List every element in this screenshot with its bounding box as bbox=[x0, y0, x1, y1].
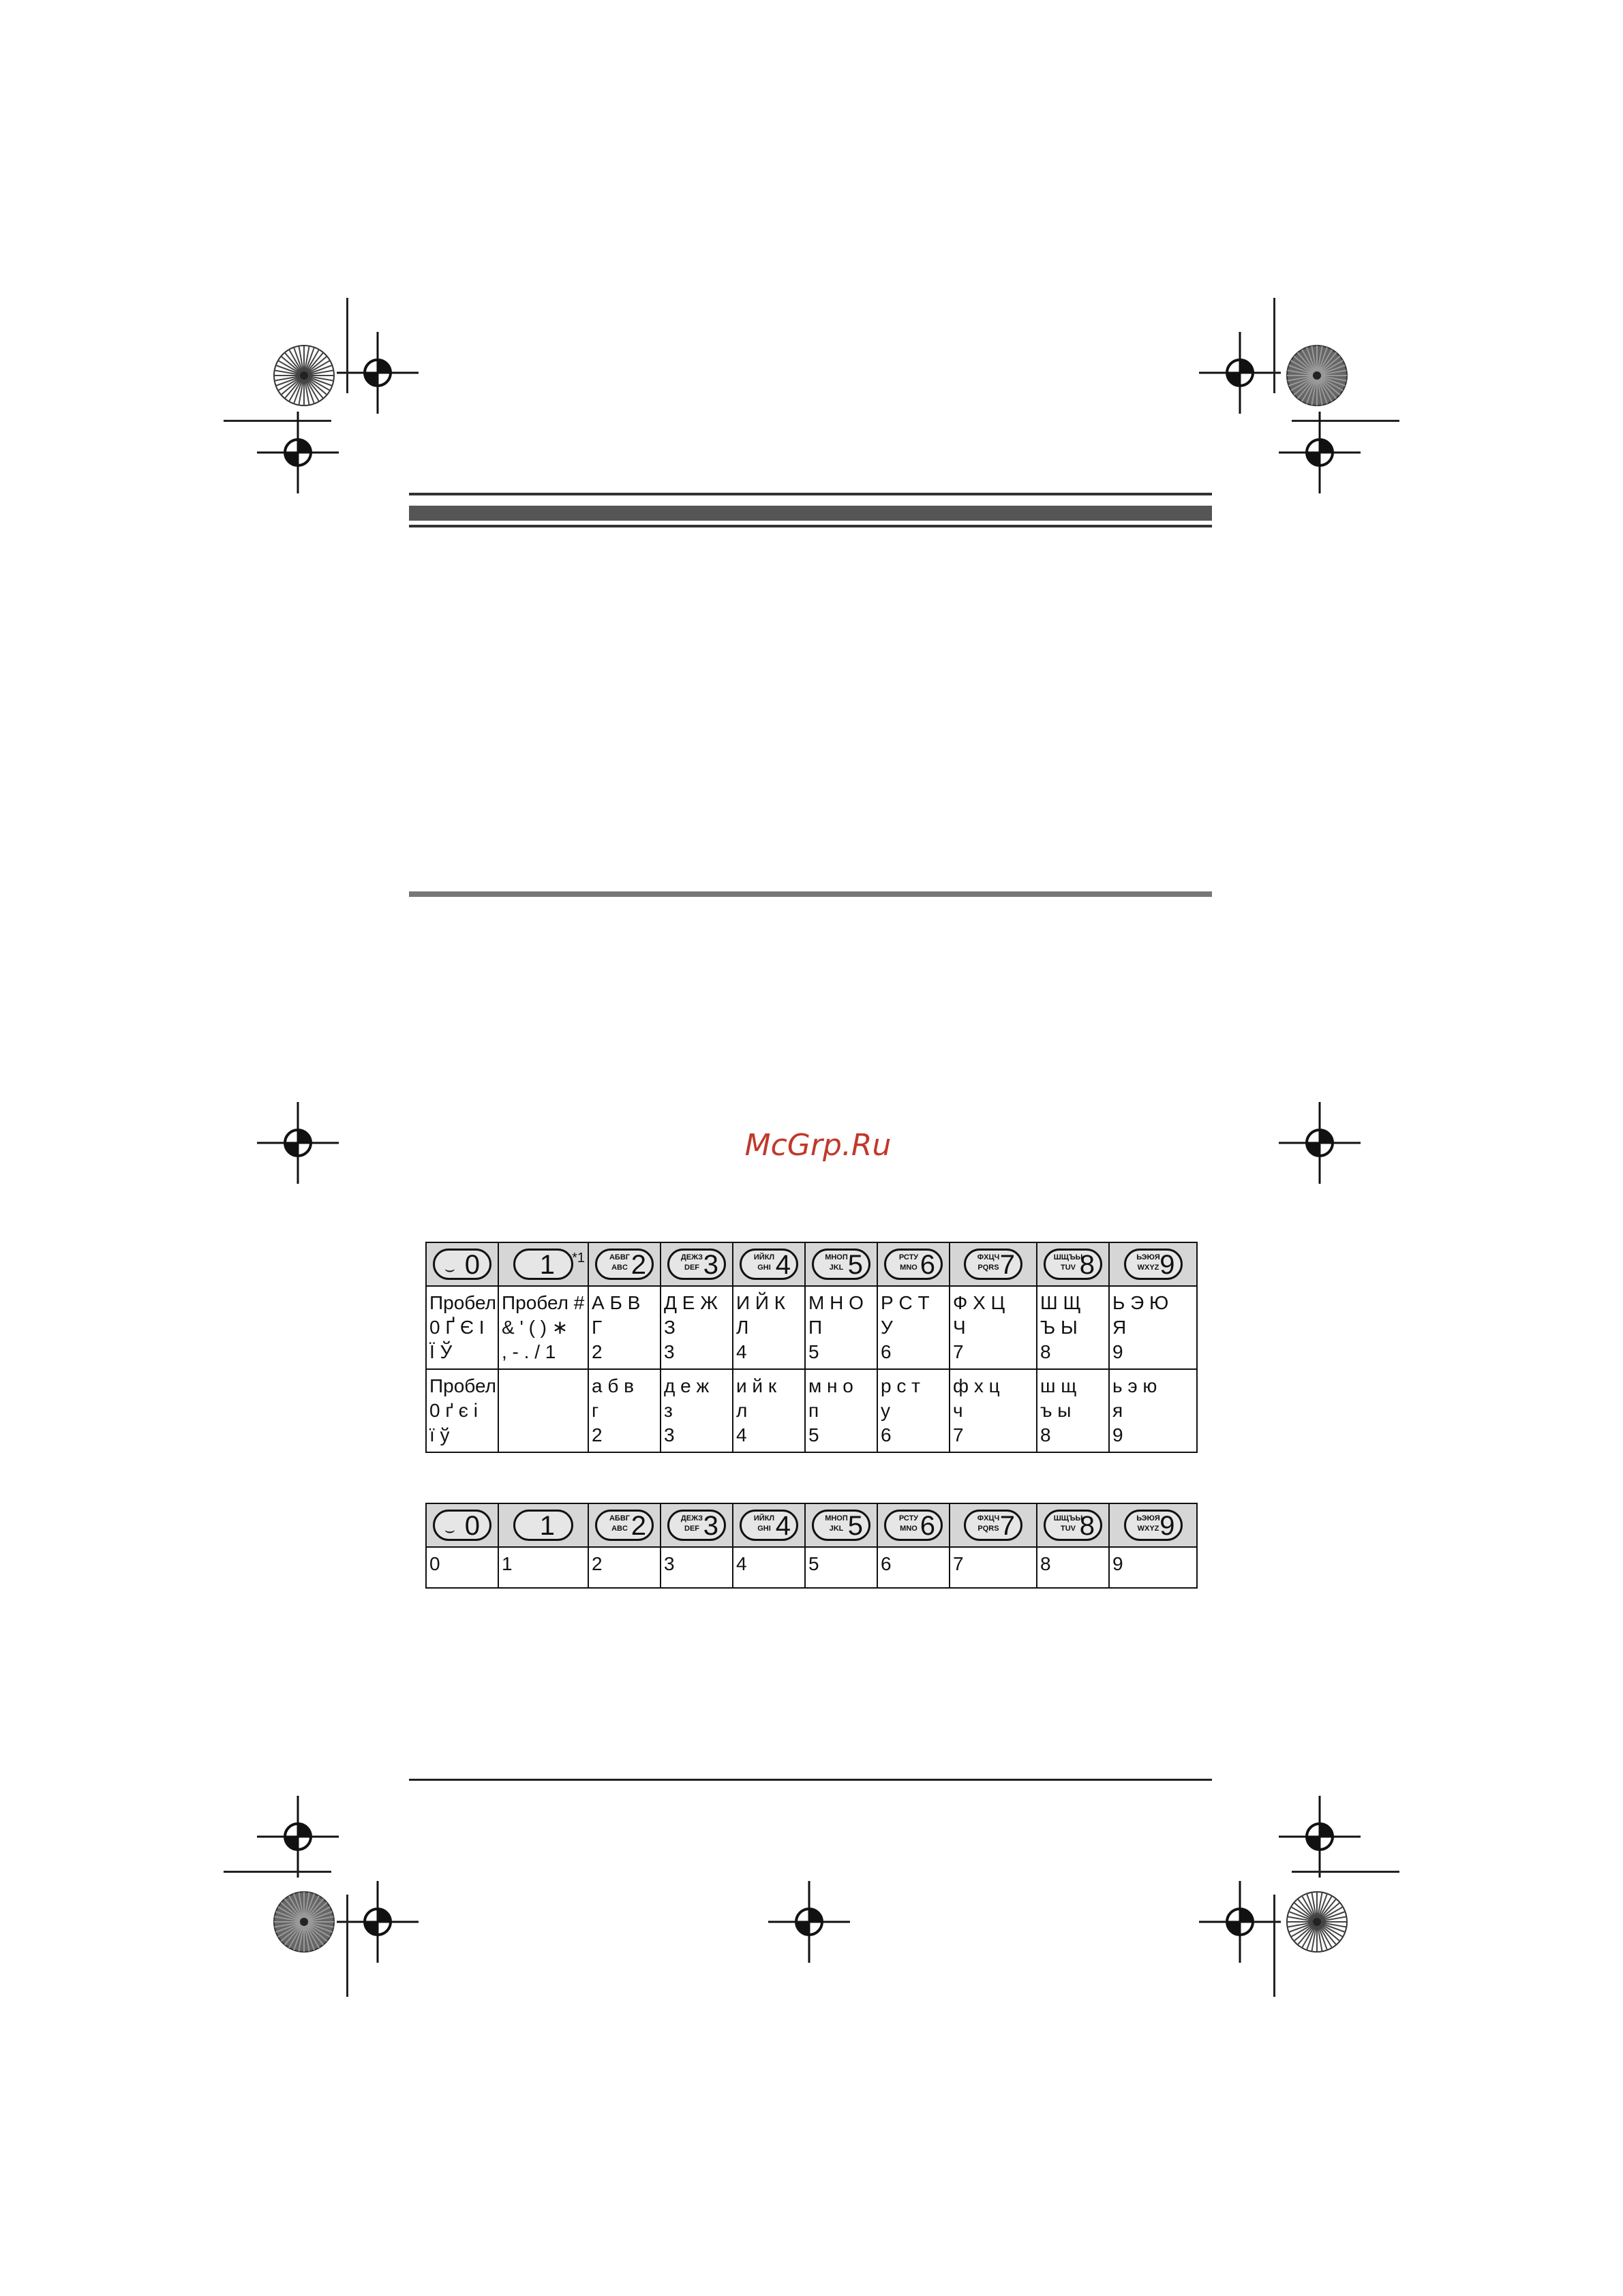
crop-line bbox=[1273, 298, 1275, 393]
char-cell bbox=[426, 1286, 498, 1369]
char-line: Ь Э Ю bbox=[1112, 1292, 1169, 1313]
key-digit: 9 bbox=[1159, 1511, 1175, 1541]
key-letter-label: GHI bbox=[757, 1264, 771, 1272]
key-7-icon bbox=[964, 1510, 1022, 1541]
char-cell bbox=[498, 1286, 588, 1369]
registration-target-icon bbox=[257, 1796, 339, 1878]
key-2-icon bbox=[595, 1510, 654, 1541]
char-cell bbox=[950, 1286, 1037, 1369]
key-1-icon bbox=[513, 1249, 573, 1280]
registration-target-icon bbox=[337, 1881, 419, 1963]
key-letter-label: PQRS bbox=[977, 1525, 999, 1533]
char-line: А Б В bbox=[592, 1292, 641, 1313]
digit-value: 3 bbox=[664, 1553, 675, 1574]
key-9-icon bbox=[1124, 1249, 1183, 1280]
key-6-icon bbox=[884, 1510, 943, 1541]
char-line: 7 bbox=[953, 1341, 964, 1362]
digit-value: 4 bbox=[736, 1553, 747, 1574]
crop-line bbox=[346, 1895, 348, 1997]
key-cell-9 bbox=[1109, 1503, 1197, 1547]
registration-target-icon bbox=[257, 1102, 339, 1184]
lowercase-row bbox=[426, 1369, 1197, 1452]
key-letter-label: TUV bbox=[1061, 1264, 1076, 1272]
key-digit: 4 bbox=[775, 1511, 791, 1541]
digit-value: 6 bbox=[881, 1553, 892, 1574]
key-letter-label: РСТУ bbox=[898, 1514, 919, 1522]
registration-target-icon bbox=[768, 1881, 850, 1963]
key-cell-8 bbox=[1037, 1503, 1109, 1547]
char-line: 2 bbox=[592, 1424, 603, 1445]
registration-target-icon bbox=[1279, 412, 1361, 493]
header-rule-bottom bbox=[409, 525, 1212, 527]
char-cell bbox=[588, 1369, 661, 1452]
char-line: Д Е Ж bbox=[664, 1292, 718, 1313]
key-letter-label: JKL bbox=[829, 1525, 844, 1533]
crop-line bbox=[1292, 1871, 1399, 1873]
key-cell-8 bbox=[1037, 1242, 1109, 1286]
digit-cell bbox=[426, 1547, 498, 1588]
digit-value: 8 bbox=[1040, 1553, 1051, 1574]
key-letter-label: РСТУ bbox=[898, 1253, 919, 1261]
key-letter-label: DEF bbox=[684, 1525, 699, 1533]
key-letter-label: МНОП bbox=[825, 1514, 848, 1522]
key-letter-label: TUV bbox=[1061, 1525, 1076, 1533]
footnote-mark: *1 bbox=[572, 1251, 585, 1266]
digit-cell bbox=[877, 1547, 950, 1588]
char-line: 8 bbox=[1040, 1341, 1051, 1362]
key-cell-0 bbox=[426, 1503, 498, 1547]
char-line: Я bbox=[1112, 1317, 1127, 1338]
key-header-row bbox=[426, 1242, 1197, 1286]
key-letter-label: ИЙКЛ bbox=[753, 1514, 775, 1522]
key-digit: 9 bbox=[1159, 1250, 1175, 1280]
color-wheel-icon bbox=[273, 1891, 335, 1953]
digit-value: 0 bbox=[429, 1553, 440, 1574]
char-cell bbox=[877, 1369, 950, 1452]
key-3-icon bbox=[667, 1510, 726, 1541]
char-line: З bbox=[664, 1317, 676, 1338]
key-1-icon bbox=[513, 1510, 573, 1541]
key-8-icon bbox=[1044, 1249, 1102, 1280]
key-letter-label: ИЙКЛ bbox=[753, 1253, 775, 1261]
key-5-icon bbox=[812, 1510, 870, 1541]
watermark: McGrp.Ru bbox=[744, 1128, 892, 1163]
key-letter-label: ДЕЖЗ bbox=[680, 1253, 703, 1261]
header-bar bbox=[409, 506, 1212, 521]
key-letter-label: JKL bbox=[829, 1264, 844, 1272]
char-line: У bbox=[881, 1317, 893, 1338]
key-header-row bbox=[426, 1503, 1197, 1547]
digit-cell bbox=[805, 1547, 877, 1588]
char-cell bbox=[805, 1369, 877, 1452]
crop-line bbox=[346, 298, 348, 393]
char-line: 0 ґ є і bbox=[429, 1400, 478, 1421]
char-line: л bbox=[736, 1400, 748, 1421]
char-cell bbox=[661, 1286, 733, 1369]
char-cell bbox=[661, 1369, 733, 1452]
key-cell-2 bbox=[588, 1242, 661, 1286]
key-digit: 1 bbox=[539, 1511, 555, 1541]
char-line: Г bbox=[592, 1317, 603, 1338]
key-cell-3 bbox=[661, 1242, 733, 1286]
char-cell bbox=[426, 1369, 498, 1452]
key-letter-label: ФХЦЧ bbox=[977, 1514, 1000, 1522]
color-wheel-icon bbox=[1286, 344, 1348, 407]
digit-cell bbox=[733, 1547, 805, 1588]
digit-value: 5 bbox=[808, 1553, 819, 1574]
char-line: Ш Щ bbox=[1040, 1292, 1081, 1313]
char-cell bbox=[805, 1286, 877, 1369]
key-9-icon bbox=[1124, 1510, 1183, 1541]
key-digit: 6 bbox=[920, 1511, 935, 1541]
key-digit: 5 bbox=[847, 1250, 863, 1280]
char-cell bbox=[733, 1286, 805, 1369]
header-rule-top bbox=[409, 493, 1212, 495]
key-digit: 4 bbox=[775, 1250, 791, 1280]
crop-line bbox=[1273, 1895, 1275, 1997]
digit-cell bbox=[950, 1547, 1037, 1588]
char-line: м н о bbox=[808, 1375, 853, 1396]
char-cell bbox=[1037, 1286, 1109, 1369]
key-letter-label: ШЩЪЫ bbox=[1053, 1253, 1083, 1261]
key-digit: 2 bbox=[631, 1250, 646, 1280]
char-line: ъ ы bbox=[1040, 1400, 1072, 1421]
char-line: 9 bbox=[1112, 1424, 1123, 1445]
char-line: а б в bbox=[592, 1375, 635, 1396]
key-digit: 8 bbox=[1079, 1250, 1095, 1280]
char-line: Пробел bbox=[429, 1292, 496, 1313]
digit-value: 9 bbox=[1112, 1553, 1123, 1574]
digit-value: 7 bbox=[953, 1553, 964, 1574]
char-line: я bbox=[1112, 1400, 1123, 1421]
char-line: и й к bbox=[736, 1375, 777, 1396]
color-wheel-icon bbox=[1286, 1891, 1348, 1953]
char-line: ї ў bbox=[429, 1424, 450, 1445]
key-cell-0 bbox=[426, 1242, 498, 1286]
char-line: 5 bbox=[808, 1341, 819, 1362]
key-0-icon bbox=[433, 1249, 491, 1280]
digit-value: 2 bbox=[592, 1553, 603, 1574]
key-digit: 7 bbox=[999, 1511, 1015, 1541]
char-line: п bbox=[808, 1400, 819, 1421]
char-cell bbox=[588, 1286, 661, 1369]
key-cell-6 bbox=[877, 1503, 950, 1547]
key-letter-label: PQRS bbox=[977, 1264, 999, 1272]
key-digit: 3 bbox=[703, 1250, 718, 1280]
key-letter-label: ABC bbox=[611, 1264, 628, 1272]
char-line: ь э ю bbox=[1112, 1375, 1157, 1396]
key-0-icon bbox=[433, 1510, 491, 1541]
char-line: г bbox=[592, 1400, 599, 1421]
char-line: , - . / 1 bbox=[502, 1341, 556, 1362]
key-cell-5 bbox=[805, 1242, 877, 1286]
char-line: 3 bbox=[664, 1341, 675, 1362]
key-cell-6 bbox=[877, 1242, 950, 1286]
key-letter-label: DEF bbox=[684, 1264, 699, 1272]
char-cell bbox=[1037, 1369, 1109, 1452]
key-letter-label: ЬЭЮЯ bbox=[1136, 1514, 1160, 1522]
char-line: Р С Т bbox=[881, 1292, 930, 1313]
key-digit: 7 bbox=[999, 1250, 1015, 1280]
char-cell bbox=[950, 1369, 1037, 1452]
key-letter-label: MNO bbox=[900, 1264, 917, 1272]
key-letter-label: ДЕЖЗ bbox=[680, 1514, 703, 1522]
key-4-icon bbox=[740, 1249, 798, 1280]
uppercase-row bbox=[426, 1286, 1197, 1369]
key-8-icon bbox=[1044, 1510, 1102, 1541]
key-5-icon bbox=[812, 1249, 870, 1280]
char-line: д е ж bbox=[664, 1375, 710, 1396]
char-line: 5 bbox=[808, 1424, 819, 1445]
char-line: И Й К bbox=[736, 1292, 786, 1313]
key-cell-7 bbox=[950, 1503, 1037, 1547]
key-cell-5 bbox=[805, 1503, 877, 1547]
char-cell bbox=[1109, 1286, 1197, 1369]
key-6-icon bbox=[884, 1249, 943, 1280]
digit-cell bbox=[1109, 1547, 1197, 1588]
key-digit: 2 bbox=[631, 1511, 646, 1541]
char-line: Пробел bbox=[429, 1375, 496, 1396]
char-line: 8 bbox=[1040, 1424, 1051, 1445]
char-line: 6 bbox=[881, 1424, 892, 1445]
char-line: М Н О bbox=[808, 1292, 864, 1313]
key-letter-label: GHI bbox=[757, 1525, 771, 1533]
key-letter-label: ФХЦЧ bbox=[977, 1253, 1000, 1261]
char-line: ф х ц bbox=[953, 1375, 1000, 1396]
key-digit: 1 bbox=[539, 1250, 555, 1280]
section-divider bbox=[409, 891, 1212, 897]
char-line: ш щ bbox=[1040, 1375, 1077, 1396]
registration-target-icon bbox=[257, 412, 339, 493]
key-cell-7 bbox=[950, 1242, 1037, 1286]
key-letter-label: WXYZ bbox=[1137, 1525, 1159, 1533]
key-cell-9 bbox=[1109, 1242, 1197, 1286]
key-3-icon bbox=[667, 1249, 726, 1280]
key-letter-label: ЬЭЮЯ bbox=[1136, 1253, 1160, 1261]
key-letter-label: WXYZ bbox=[1137, 1264, 1159, 1272]
char-line: Ъ Ы bbox=[1040, 1317, 1078, 1338]
char-line: ч bbox=[953, 1400, 963, 1421]
digit-cell bbox=[661, 1547, 733, 1588]
char-cell bbox=[1109, 1369, 1197, 1452]
char-line: 4 bbox=[736, 1424, 747, 1445]
char-line: 2 bbox=[592, 1341, 603, 1362]
key-cell-1 bbox=[498, 1503, 588, 1547]
space-symbol-icon: ⌣ bbox=[444, 1521, 455, 1540]
color-wheel-icon bbox=[273, 344, 335, 407]
char-line: & ' ( ) ∗ bbox=[502, 1317, 568, 1338]
registration-target-icon bbox=[337, 332, 419, 414]
key-digit: 6 bbox=[920, 1250, 935, 1280]
char-line: 7 bbox=[953, 1424, 964, 1445]
char-line: Ч bbox=[953, 1317, 966, 1338]
space-symbol-icon: ⌣ bbox=[444, 1260, 455, 1279]
char-line: Ї Ў bbox=[429, 1341, 453, 1362]
character-table bbox=[425, 1242, 1198, 1453]
digit-row bbox=[426, 1547, 1197, 1588]
key-digit: 0 bbox=[464, 1511, 480, 1541]
char-line: 3 bbox=[664, 1424, 675, 1445]
digit-cell bbox=[1037, 1547, 1109, 1588]
char-line: 9 bbox=[1112, 1341, 1123, 1362]
crop-line bbox=[224, 1871, 331, 1873]
registration-target-icon bbox=[1279, 1796, 1361, 1878]
char-line: П bbox=[808, 1317, 823, 1338]
char-line: Л bbox=[736, 1317, 749, 1338]
char-line: р с т bbox=[881, 1375, 920, 1396]
registration-target-icon bbox=[1279, 1102, 1361, 1184]
key-cell-1 bbox=[498, 1242, 588, 1286]
char-cell bbox=[733, 1369, 805, 1452]
key-letter-label: MNO bbox=[900, 1525, 917, 1533]
char-line: 6 bbox=[881, 1341, 892, 1362]
digit-cell bbox=[588, 1547, 661, 1588]
key-digit: 3 bbox=[703, 1511, 718, 1541]
key-letter-label: ШЩЪЫ bbox=[1053, 1514, 1083, 1522]
key-cell-4 bbox=[733, 1242, 805, 1286]
key-letter-label: АБВГ bbox=[609, 1514, 631, 1522]
char-line: 4 bbox=[736, 1341, 747, 1362]
char-line: з bbox=[664, 1400, 673, 1421]
char-cell bbox=[877, 1286, 950, 1369]
char-line: Пробел # bbox=[502, 1292, 585, 1313]
key-digit: 5 bbox=[847, 1511, 863, 1541]
key-cell-4 bbox=[733, 1503, 805, 1547]
char-cell bbox=[498, 1369, 588, 1452]
char-line: у bbox=[881, 1400, 890, 1421]
registration-target-icon bbox=[1199, 1881, 1281, 1963]
key-letter-label: МНОП bbox=[825, 1253, 848, 1261]
key-letter-label: ABC bbox=[611, 1525, 628, 1533]
key-4-icon bbox=[740, 1510, 798, 1541]
footer-rule bbox=[409, 1779, 1212, 1781]
key-cell-2 bbox=[588, 1503, 661, 1547]
key-digit: 0 bbox=[464, 1250, 480, 1280]
key-cell-3 bbox=[661, 1503, 733, 1547]
key-digit: 8 bbox=[1079, 1511, 1095, 1541]
char-line: Ф Х Ц bbox=[953, 1292, 1005, 1313]
key-letter-label: АБВГ bbox=[609, 1253, 631, 1261]
digit-table bbox=[425, 1503, 1198, 1589]
registration-target-icon bbox=[1199, 332, 1281, 414]
key-7-icon bbox=[964, 1249, 1022, 1280]
digit-value: 1 bbox=[502, 1553, 513, 1574]
char-line: 0 Ґ Є І bbox=[429, 1317, 485, 1338]
key-2-icon bbox=[595, 1249, 654, 1280]
digit-cell bbox=[498, 1547, 588, 1588]
